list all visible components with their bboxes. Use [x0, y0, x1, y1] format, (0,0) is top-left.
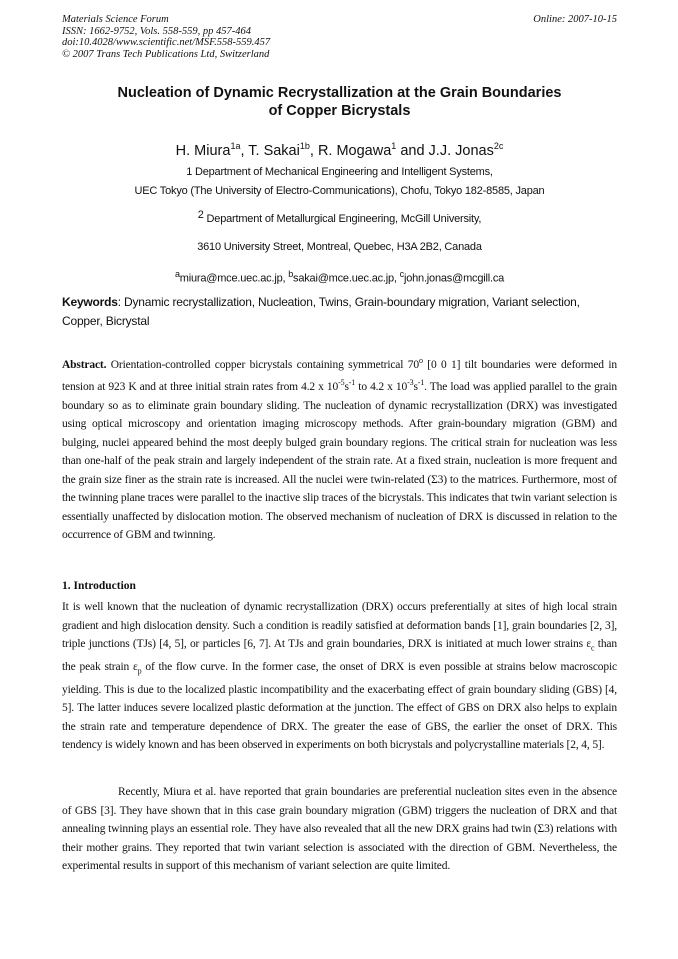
section-heading-introduction: 1. Introduction [62, 580, 136, 592]
journal-name: Materials Science Forum [62, 14, 169, 25]
abstract-sup: -5 [338, 378, 345, 388]
abstract-sup: -1 [348, 378, 356, 388]
journal-header [62, 14, 617, 60]
title-line-1: Nucleation of Dynamic Recrystallization at the Grain Boundaries [117, 85, 562, 101]
author-name: R. Mogawa [317, 142, 392, 159]
email-sup: c [399, 269, 404, 279]
abstract-text: s [413, 381, 418, 394]
journal-copyright: © 2007 Trans Tech Publications Ltd, Switzerland [62, 48, 270, 60]
author-separator: and [396, 142, 429, 159]
email-sup: b [288, 269, 294, 279]
abstract-text: . The load was applied parallel to the grain boundary so as to eliminate grain boundary sliding. The nucleation of dynamic recrystallization (DRX) was investigated using optical microscopy and orientation imaging microscopy methods. After grain-boundary migration (GBM) and bulging, nuclei appeared behind the most deeply bulged grain boundary regions. The critical strain for nucleation was less than one-half of the peak strain and largely independent of the strain rate. At a fixed strain, nucleation is more frequent and the grain size finer as the strain rate is increased. All the nuclei were twin-related (Σ3) to the matrices. Furthermore, most of the twinning plane traces were parallel to the inactive slip traces of the bicrystals. This indicates that twin variant selection is essentially unaffected by dislocation motion. The observed mechanism of nucleation of DRX is discussed in relation to the occurrence of GBM and twinning. [62, 381, 617, 542]
affiliation-text: Department of Metallurgical Engineering, McGill University, [203, 213, 482, 225]
online-date: Online: 2007-10-15 [533, 14, 617, 25]
email-line [62, 269, 617, 285]
intro-sub: c [591, 643, 595, 653]
abstract-text: Orientation-controlled copper bicrystals containing symmetrical 70 [106, 358, 419, 371]
journal-doi: doi:10.4028/www.scientific.net/MSF.558-559.457 [62, 37, 271, 48]
intro-text: than the peak strain ε [62, 638, 617, 673]
author-name: T. Sakai [248, 142, 300, 159]
affiliation-number: 2 [197, 209, 204, 221]
intro-text: of the flow curve. In the former case, the onset of DRX is even possible at strains below macroscopic yielding. This is due to the localized plastic incompatibility and the exacerbating effect of grain boundary sliding (GBS) [4, 5]. The latter induces severe localized plastic deformation at the junction. The effect of GBS on DRX also helps to explain the strain rate and temperature dependence of DRX. The greater the ease of GBS, the earlier the onset of DRX. This tendency is widely known and has been observed in experiments on both bicrystals and polycrystalline materials [2, 4, 5]. [62, 660, 617, 752]
author-sup: 1 [391, 141, 397, 151]
affiliation-2-line-2: 3610 University Street, Montreal, Quebec, H3A 2B2, Canada [197, 241, 482, 253]
author-sup: 1b [299, 141, 310, 151]
affiliation-2-line-1 [62, 209, 617, 225]
author-separator: , [240, 142, 249, 159]
intro-paragraph-1 [62, 598, 617, 755]
email-b: sakai@mce.uec.ac.jp, [293, 272, 400, 285]
abstract-sup: -1 [417, 378, 425, 388]
keywords [62, 293, 617, 331]
abstract-text: s [344, 381, 349, 394]
affiliation-1-line-2: UEC Tokyo (The University of Electro-Communications), Chofu, Tokyo 182-8585, Japan [134, 185, 545, 197]
keywords-text: : Dynamic recrystallization, Nucleation, Twins, Grain-boundary migration, Variant selection, Copper, Bicrystal [62, 295, 580, 328]
author-name: H. Miura [175, 142, 231, 159]
intro-sub: p [137, 666, 142, 676]
abstract-sup: o [418, 356, 423, 365]
author-name: J.J. Jonas [428, 142, 494, 159]
email-sup: a [174, 269, 180, 279]
abstract [62, 352, 617, 545]
journal-issn: ISSN: 1662-9752, Vols. 558-559, pp 457-464 [62, 25, 251, 37]
author-sup: 2c [493, 141, 504, 151]
keywords-label: Keywords [62, 295, 118, 309]
abstract-sup: -3 [407, 378, 414, 388]
author-list [62, 141, 617, 159]
abstract-text: [0 0 1] tilt boundaries were deformed in tension at 923 K and at three initial strain rates from 4.2 x 10 [62, 358, 617, 394]
title-line-2: of Copper Bicrystals [268, 103, 411, 119]
abstract-text: to 4.2 x 10 [355, 381, 408, 394]
author-separator: , [309, 142, 318, 159]
email-a: miura@mce.uec.ac.jp, [179, 272, 289, 285]
author-sup: 1a [230, 141, 241, 151]
email-c: john.jonas@mcgill.ca [403, 272, 505, 285]
affiliation-1-line-1: 1 Department of Mechanical Engineering and Intelligent Systems, [186, 166, 493, 178]
paper-title [62, 84, 617, 120]
intro-text: It is well known that the nucleation of dynamic recrystallization (DRX) occurs preferentially at sites of high local strain gradient and high dislocation density. Such a condition is readily satisfied at deformation bands [1], grain boundaries [2, 3], triple junctions (TJs) [4, 5], or particles [6, 7]. At TJs and grain boundaries, DRX is initiated at much lower strains ε [62, 601, 617, 650]
abstract-label: Abstract. [62, 358, 107, 371]
intro-paragraph-2: Recently, Miura et al. have reported that grain boundaries are preferential nucleation sites even in the absence of GBS [3]. They have shown that in this case grain boundary migration (GBM) triggers the nucleation of DRX and that annealing twinning plays an essential role. They have also revealed that all the new DRX grains had twin (Σ3) relations with their mother grains. They reported that twin variant selection is associated with the direction of GBM. Nevertheless, the experimental results in support of this mechanism of variant selection are quite limited. [62, 786, 617, 872]
